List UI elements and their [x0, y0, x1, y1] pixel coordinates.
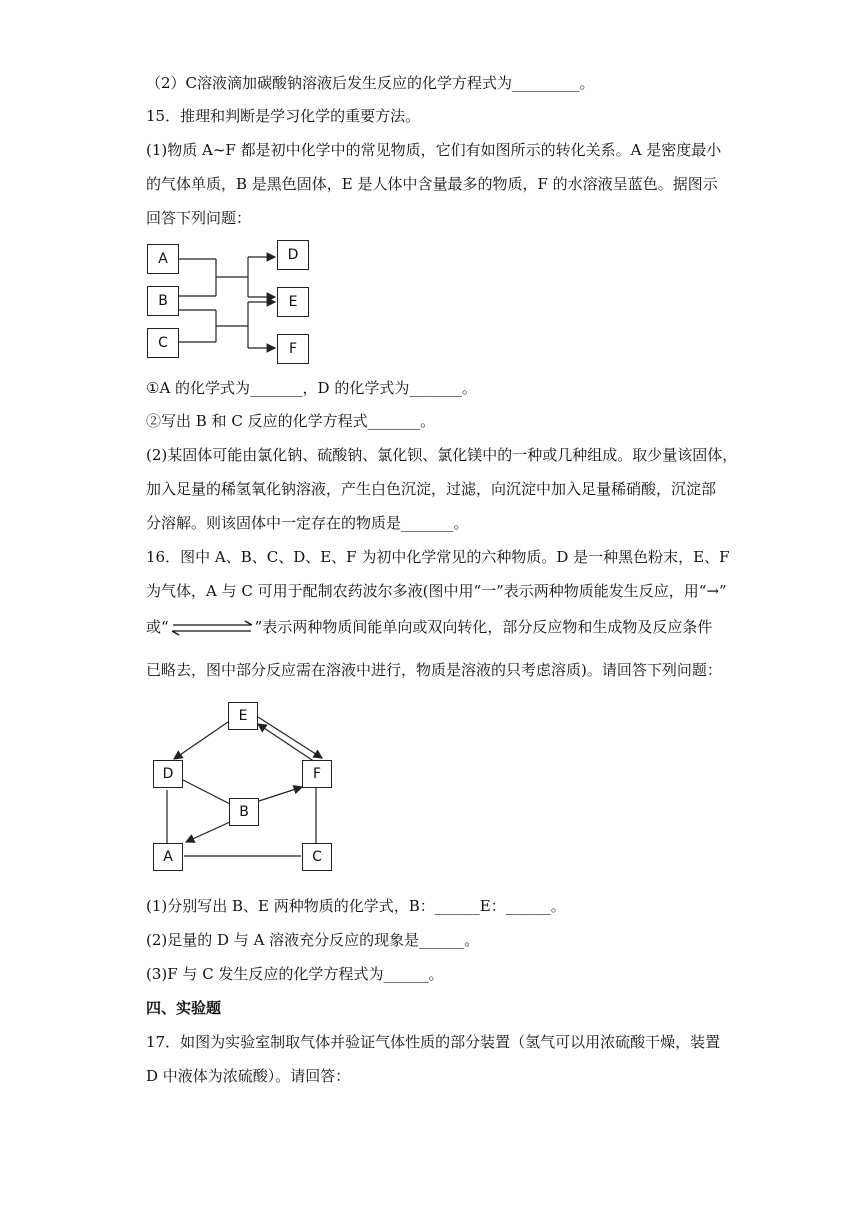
node-a: A — [153, 843, 183, 871]
text-line: 已略去，图中部分反应需在溶液中进行，物质是溶液的只考虑溶质)。请回答下列问题： — [146, 661, 722, 679]
text-line: (1)物质 A~F 都是初中化学中的常见物质，它们有如图所示的转化关系。A 是密度最小 — [146, 141, 722, 159]
node-e: E — [228, 702, 258, 730]
figure-1-diagram — [146, 240, 326, 370]
question-17-title: 17．如图为实验室制取气体并验证气体性质的部分装置（氢气可以用浓硫酸干燥，装置 — [146, 1033, 721, 1051]
text-line: D 中液体为浓硫酸）。请回答： — [146, 1067, 351, 1085]
text-line: ①A 的化学式为_______，D 的化学式为_______。 — [146, 379, 477, 397]
node-f: F — [302, 760, 332, 788]
question-15-title: 15．推理和判断是学习化学的重要方法。 — [146, 107, 421, 125]
text-line: (1)分别写出 B、E 两种物质的化学式，B：______E：______。 — [146, 897, 566, 915]
text-line: ②写出 B 和 C 反应的化学方程式_______。 — [146, 412, 436, 430]
node-a: A — [147, 244, 179, 274]
node-d: D — [153, 760, 183, 788]
double-arrow-icon — [169, 620, 255, 636]
text-line: 为气体，A 与 C 可用于配制农药波尔多液(图中用“一”表示两种物质能发生反应，用“→” — [146, 582, 727, 600]
section-heading: 四、实验题 — [146, 999, 222, 1017]
node-c: C — [147, 328, 179, 358]
text-line-with-symbol — [146, 617, 726, 637]
node-e: E — [277, 287, 309, 317]
text-fragment: ”表示两种物质间能单向或双向转化，部分反应物和生成物及反应条件 — [254, 618, 713, 636]
text-line: 回答下列问题： — [146, 209, 252, 227]
text-line: 的气体单质，B 是黑色固体，E 是人体中含量最多的物质，F 的水溶液呈蓝色。据图示 — [146, 175, 718, 193]
node-f: F — [277, 334, 309, 364]
figure-2-diagram — [150, 700, 340, 878]
text-line: 加入足量的稀氢氧化钠溶液，产生白色沉淀，过滤，向沉淀中加入足量稀硝酸，沉淀部 — [146, 480, 717, 498]
node-b: B — [147, 286, 179, 316]
node-b: B — [229, 798, 259, 826]
text-line: (3)F 与 C 发生反应的化学方程式为______。 — [146, 965, 444, 983]
text-line: 分溶解。则该固体中一定存在的物质是_______。 — [146, 514, 469, 532]
text-line: （2）C溶液滴加碳酸钠溶液后发生反应的化学方程式为_________。 — [146, 74, 595, 92]
node-c: C — [302, 843, 332, 871]
question-16-title: 16．图中 A、B、C、D、E、F 为初中化学常见的六种物质。D 是一种黑色粉末，E、F — [146, 548, 730, 566]
text-line: (2)足量的 D 与 A 溶液充分反应的现象是______。 — [146, 931, 480, 949]
text-line: (2)某固体可能由氯化钠、硫酸钠、氯化钡、氯化镁中的一种或几种组成。取少量该固体， — [146, 446, 738, 464]
text-fragment: 或“ — [146, 618, 169, 636]
node-d: D — [277, 240, 309, 270]
